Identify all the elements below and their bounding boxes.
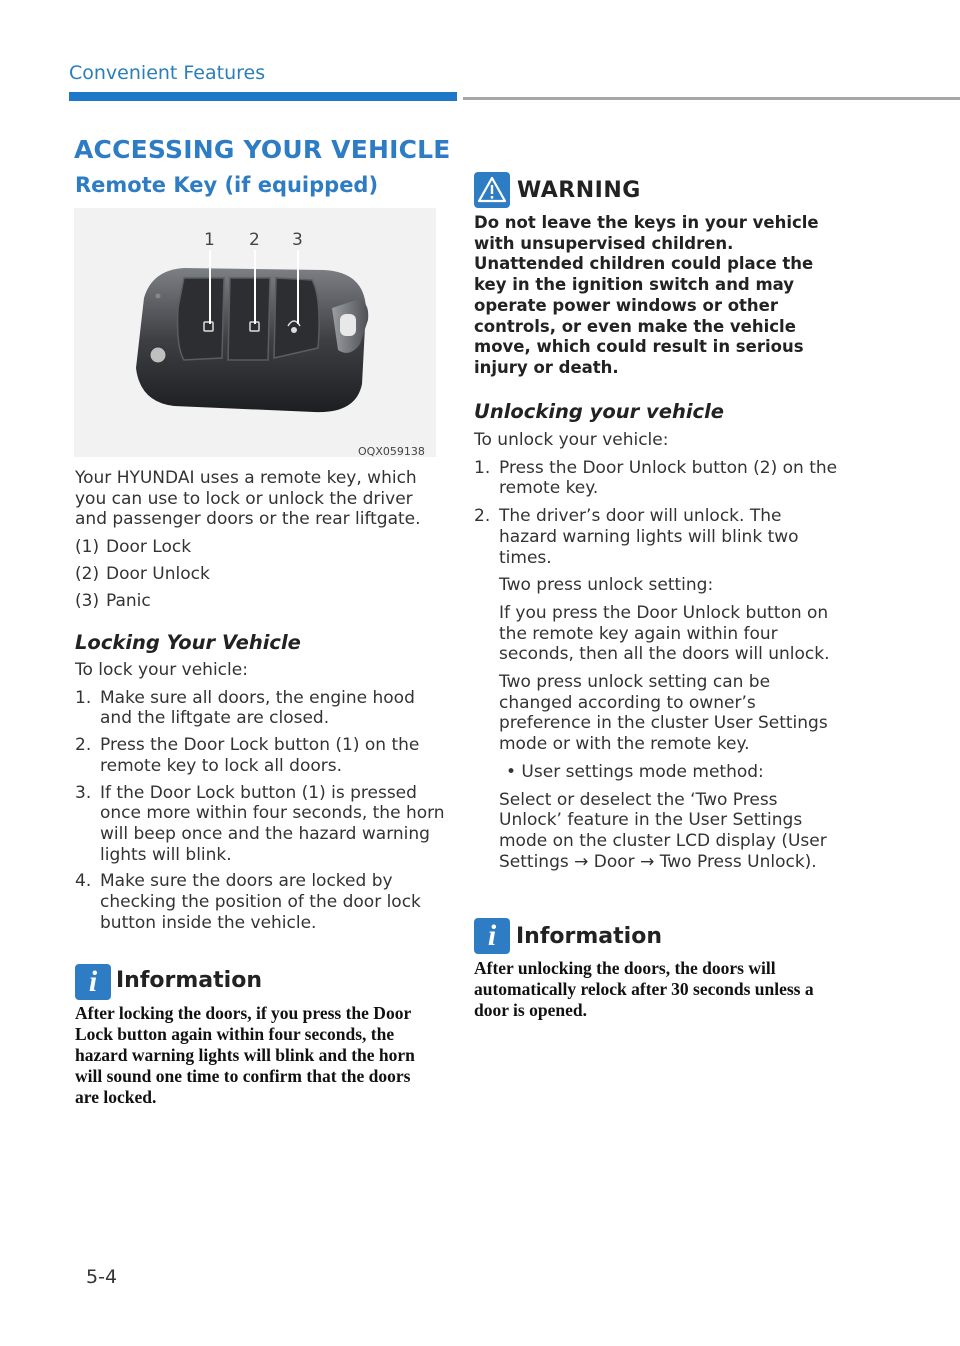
two-press-change: Two press unlock setting can be changed according to owner’s preference in the cluster User Settings mode or with the remote key.	[499, 672, 828, 755]
two-press-body: If you press the Door Unlock button on the remote key again within four seconds, then all the doors will unlock.	[499, 602, 830, 665]
list-item-label: Door Unlock	[106, 564, 210, 584]
warning-body: Do not leave the keys in your vehicle with unsupervised children. Unattended children could place the key in the ignition switch and may operate power windows or other controls, or even make the vehicle move, which could result in serious injury or death.	[474, 213, 819, 377]
info-title: Information	[516, 924, 662, 949]
step-num: 3.	[75, 782, 92, 803]
callout-2: 2	[249, 230, 260, 250]
info-icon: i	[474, 918, 510, 954]
locking-lead: To lock your vehicle:	[75, 660, 248, 680]
list-item	[474, 506, 844, 568]
list-item	[75, 591, 445, 618]
step-text: Press the Door Unlock button (2) on the remote key.	[499, 457, 838, 499]
warning-title: WARNING	[517, 178, 641, 203]
main-heading: ACCESSING YOUR VEHICLE	[74, 135, 451, 164]
info-body: After unlocking the doors, the doors will automatically relock after 30 seconds unless a door is opened.	[474, 958, 814, 1020]
unlocking-steps	[474, 430, 844, 872]
info-title: Information	[116, 968, 262, 993]
step-text: Press the Door Lock button (1) on the remote key to lock all doors.	[100, 735, 420, 776]
button-list	[75, 537, 445, 618]
running-header: Convenient Features	[69, 62, 266, 84]
remote-key-image	[74, 208, 436, 457]
info-icon: i	[75, 964, 111, 1000]
list-item	[474, 458, 844, 499]
step-text: The driver’s door will unlock. The hazard warning lights will blink two times.	[499, 506, 799, 568]
header-bar-rule	[463, 97, 960, 100]
list-item-label: Panic	[106, 591, 151, 611]
step-num: 2.	[75, 735, 92, 756]
unlocking-lead: To unlock your vehicle:	[474, 430, 669, 450]
info-body: After locking the doors, if you press the Door Lock button again within four seconds, the hazard warning lights will blink and the horn will sound one time to confirm that the doors are locked.	[75, 1003, 415, 1107]
header-bar-accent	[69, 92, 457, 101]
step-text: If the Door Lock button (1) is pressed once more within four seconds, the horn will beep once and the hazard warning lights will blink.	[100, 782, 445, 865]
unlocking-heading: Unlocking your vehicle	[474, 400, 725, 423]
list-item-num: (1)	[75, 537, 100, 557]
step-num: 2.	[474, 506, 491, 527]
select-instructions: Select or deselect the ‘Two Press Unlock’ feature in the User Settings mode on the cluster LCD display (User Settings → Door → Two Press Unlock).	[499, 789, 827, 872]
step-num: 4.	[75, 871, 92, 892]
locking-heading: Locking Your Vehicle	[75, 631, 301, 654]
callout-1: 1	[204, 230, 215, 250]
list-item	[75, 564, 445, 591]
left-column	[75, 468, 445, 530]
step-text: Make sure the doors are locked by checking the position of the door lock button inside the vehicle.	[100, 871, 421, 933]
list-item	[75, 537, 445, 564]
step-num: 1.	[75, 687, 92, 708]
list-item	[75, 871, 445, 933]
warning-icon	[474, 172, 510, 208]
locking-steps	[75, 660, 445, 933]
step-num: 1.	[474, 457, 491, 478]
list-item	[75, 735, 445, 776]
remote-key-heading: Remote Key (if equipped)	[75, 173, 379, 197]
step-text: Make sure all doors, the engine hood and the liftgate are closed.	[100, 687, 415, 729]
list-item-num: (3)	[75, 591, 100, 611]
list-item-num: (2)	[75, 564, 100, 584]
two-press-title: Two press unlock setting:	[499, 575, 714, 596]
page-number: 5-4	[86, 1266, 118, 1288]
list-item-label: Door Lock	[106, 537, 192, 557]
list-item	[75, 783, 445, 866]
bullet-item: • User settings mode method:	[506, 761, 764, 782]
callout-3: 3	[292, 230, 303, 250]
image-caption: OQX059138	[358, 445, 425, 458]
intro-paragraph: Your HYUNDAI uses a remote key, which you can use to lock or unlock the driver and passenger doors or the rear liftgate.	[75, 468, 421, 530]
list-item	[75, 688, 445, 729]
